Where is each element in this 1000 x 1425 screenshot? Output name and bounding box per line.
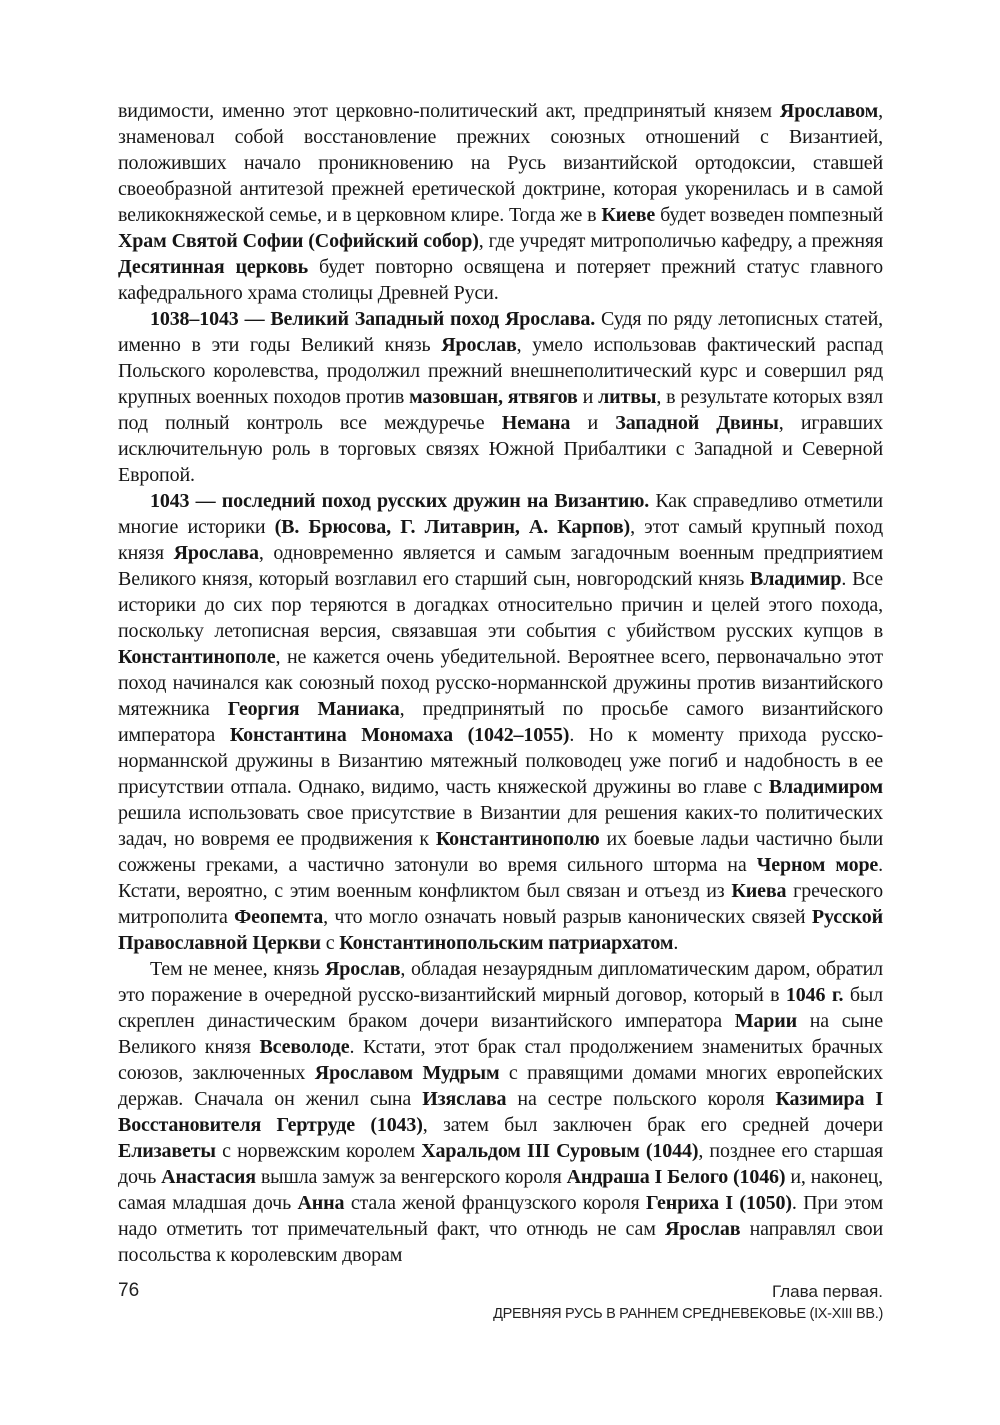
bold-term: Анастасия [161, 1166, 256, 1188]
bold-term: Ярославом Мудрым [314, 1062, 500, 1084]
paragraph [118, 488, 883, 956]
text-run: , одновременно является и самым загадочным военным предприятием Великого князя, который возглавил его старший сын, новгородский князь [118, 542, 883, 590]
text-run: , умело использовав фактический распад Польского королевства, продолжил прежний внешнеполитический курс и совершил ряд крупных военных походов против [118, 334, 883, 408]
text-run: Тем не менее, князь [150, 958, 325, 980]
text-run: с [320, 932, 340, 954]
bold-term: Черном море [756, 854, 879, 876]
bold-term: Константинопольским патриархатом [339, 932, 674, 954]
text-run: , обладая незаурядным дипломатическим даром, обратил это поражение в очередной русско-византийский мирный договор, который в [118, 958, 883, 1006]
bold-term: Ярослава [173, 542, 259, 564]
bold-term: 1043 — последний поход русских дружин на Византию. [150, 490, 650, 512]
chapter-title: Глава первая. [772, 1282, 883, 1301]
section-title: ДРЕВНЯЯ РУСЬ В РАННЕМ СРЕДНЕВЕКОВЬЕ (IX-XIII ВВ.) [493, 1306, 883, 1322]
bold-term: Марии [734, 1010, 798, 1032]
text-run: будет возведен помпезный [655, 204, 883, 226]
bold-term: Андраша I Белого (1046) [566, 1166, 786, 1188]
text-run: на сыне Великого князя [118, 1010, 883, 1058]
bold-term: Константина Мономаха (1042–1055) [229, 724, 570, 746]
bold-term: Казимира I Восстановителя Гертруде (1043) [118, 1088, 883, 1136]
text-run: , в результате которых взял под полный контроль все междуречье [118, 386, 883, 434]
bold-term: мазовшан, ятвягов [409, 386, 578, 408]
bold-term: Немана [501, 412, 571, 434]
bold-term: Изяслава [422, 1088, 507, 1110]
bold-term: Елизаветы [118, 1140, 216, 1162]
text-run: . Но к моменту прихода русско-норманнской дружины в Византию мятежный полководец уже погиб и надобность в ее присутствии отпала. Однако, видимо, часть княжеской дружины во главе с [118, 724, 884, 798]
bold-term: Харальдом III Суровым (1044) [421, 1140, 699, 1162]
bold-term: (В. Брюсова, Г. Литаврин, А. Карпов) [274, 516, 631, 538]
text-run: . Кстати, вероятно, с этим военным конфликтом был связан и отъезд из [118, 854, 884, 902]
bold-term: Генриха I (1050) [646, 1192, 792, 1214]
bold-term: Владимир [750, 568, 842, 590]
text-run: стала женой французского короля [344, 1192, 646, 1214]
paragraph [118, 956, 883, 1268]
text-run: . [673, 932, 679, 954]
text-run: с норвежским королем [215, 1140, 422, 1162]
text-run: решила использовать свое присутствие в Византии для решения каких-то политических задач, но вовремя ее продвижения к [118, 802, 883, 850]
bold-term: Русской Православной Церкви [118, 906, 884, 954]
bold-term: Константинополе [118, 646, 276, 668]
text-run: , что могло означать новый разрыв канонических связей [323, 906, 812, 928]
bold-term: 1046 г. [785, 984, 844, 1006]
text-run: направлял свои посольства к королевским дворам [118, 1218, 884, 1266]
text-run: был скреплен династическим браком дочери византийского императора [118, 984, 883, 1032]
bold-term: Храм Святой Софии (Софийский собор) [118, 230, 479, 252]
running-footer [493, 1281, 883, 1325]
text-run: , предпринятый по просьбе самого византийского императора [118, 698, 883, 746]
text-run: их боевые ладьи частично были сожжены греками, а частично затонули во время сильного шторма на [118, 828, 883, 876]
paragraph [118, 98, 883, 306]
text-run: . При этом надо отметить тот примечательный факт, что отнюдь не сам [118, 1192, 884, 1240]
text-run: , этот самый крупный поход князя [118, 516, 883, 564]
page-number: 76 [118, 1280, 140, 1301]
text-run: . Все историки до сих пор теряются в догадках относительно причин и целей этого похода, поскольку летописная версия, связавшая эти события с убийством русских купцов в [118, 568, 883, 642]
text-run: , знаменовал собой восстановление прежних союзных отношений с Византией, положивших начало проникновению на Русь византийской ортодоксии, ставшей своеобразной антитезой прежней еретической доктрине, которая укоренилась и в самой великокняжеской семье, и в церковном клире. Тогда же в [118, 100, 883, 226]
bold-term: 1038–1043 — Великий Западный поход Ярослава. [150, 308, 596, 330]
bold-term: Анна [297, 1192, 345, 1214]
text-run: . Кстати, этот брак стал продолжением знаменитых брачных союзов, заключенных [118, 1036, 884, 1084]
text-run: , затем был заключен брак его средней дочери [422, 1114, 883, 1136]
text-run: на сестре польского короля [506, 1088, 776, 1110]
bold-term: Ярославом [779, 100, 879, 122]
text-run: , игравших исключительную роль в торговых связях Южной Прибалтики с Западной и Северной Европой. [118, 412, 883, 486]
text-run: видимости, именно этот церковно-политический акт, предпринятый князем [118, 100, 780, 122]
text-run: Как справедливо отметили многие историки [118, 490, 883, 538]
bold-term: Ярослав [664, 1218, 741, 1240]
bold-term: Константинополю [435, 828, 600, 850]
text-run: и [577, 386, 599, 408]
text-run: , позднее его старшая дочь [118, 1140, 883, 1188]
text-run: вышла замуж за венгерского короля [255, 1166, 567, 1188]
bold-term: Феопемта [234, 906, 324, 928]
text-run: и, наконец, самая младшая дочь [118, 1166, 884, 1214]
bold-term: Ярослав [441, 334, 517, 356]
bold-term: Западной Двины [615, 412, 779, 434]
text-run: , не кажется очень убедительной. Вероятнее всего, первоначально этот поход начинался как союзный поход русско-норманнской дружины против византийского мятежника [118, 646, 883, 720]
text-run: и [570, 412, 616, 434]
bold-term: Десятинная церковь [118, 256, 309, 278]
bold-term: Георгия Маниака [227, 698, 400, 720]
bold-term: Киева [731, 880, 787, 902]
text-run: Судя по ряду летописных статей, именно в эти годы Великий князь [118, 308, 883, 356]
bold-term: литвы [598, 386, 657, 408]
text-run: будет повторно освящена и потеряет прежний статус главного кафедрального храма столицы Древней Руси. [118, 256, 884, 304]
text-run: с правящими домами многих европейских держав. Сначала он женил сына [118, 1062, 883, 1110]
paragraph [118, 306, 883, 488]
bold-term: Всеволоде [259, 1036, 350, 1058]
bold-term: Владимиром [768, 776, 883, 798]
text-run: , где учредят митрополичью кафедру, а прежняя [478, 230, 883, 252]
text-run: греческого митрополита [118, 880, 883, 928]
bold-term: Киеве [601, 204, 656, 226]
bold-term: Ярослав [324, 958, 401, 980]
body-text [118, 98, 883, 1268]
